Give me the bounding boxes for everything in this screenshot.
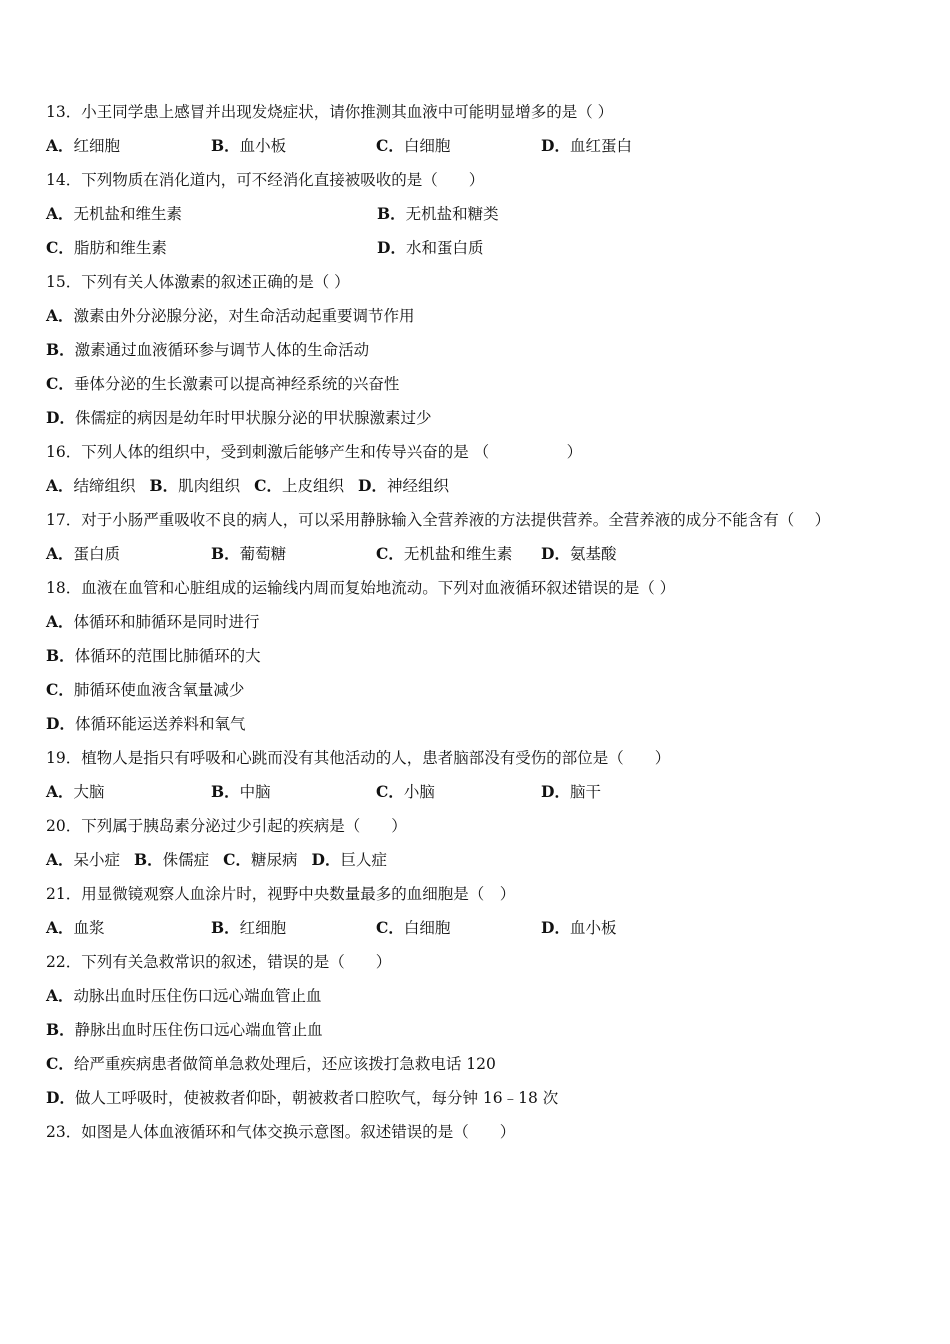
question-19 [46,748,670,768]
option-d: D．巨人症 [311,850,387,869]
option-b: B．体循环的范围比肺循环的大 [46,646,261,665]
option-a: A．蛋白质 [46,544,121,563]
option-a: A．无机盐和维生素 [46,204,183,223]
question-23 [46,1122,515,1142]
question-22 [46,952,391,972]
option-a: A．动脉出血时压住伤口远心端血管止血 [46,986,322,1005]
question-number: 18． [46,579,82,597]
option-b: B．激素通过血液循环参与调节人体的生命活动 [46,340,370,359]
option-b: B．肌肉组织 [149,476,241,495]
option-c: C．垂体分泌的生长激素可以提高神经系统的兴奋性 [46,374,400,393]
option-c: C．糖尿病 [223,850,298,869]
question-18 [46,578,675,598]
question-stem: 血液在血管和心脏组成的运输线内周而复始地流动。下列对血液循环叙述错误的是（ ） [81,579,676,597]
question-number: 23． [46,1123,82,1141]
question-number: 14． [46,171,82,189]
option-c: C．肺循环使血液含氧量减少 [46,680,245,699]
question-16 [46,442,582,462]
option-d: D．氨基酸 [541,544,617,563]
option-b: B．红细胞 [211,918,287,937]
option-c: C．白细胞 [376,918,451,937]
question-stem: 如图是人体血液循环和气体交换示意图。叙述错误的是（ ） [81,1123,516,1141]
question-stem: 下列属于胰岛素分泌过少引起的疾病是（ ） [81,817,407,835]
options-21 [46,918,616,938]
option-b: B．侏儒症 [134,850,210,869]
question-number: 21． [46,885,82,903]
option-d: D．水和蛋白质 [377,238,484,257]
options-19 [46,782,601,802]
question-number: 17． [46,511,82,529]
question-15 [46,272,350,292]
option-c: C．上皮组织 [254,476,345,495]
option-a: A．结缔组织 [46,476,136,495]
question-number: 22． [46,953,82,971]
option-d: D．体循环能运送养料和氧气 [46,714,246,733]
question-13 [46,102,613,122]
question-number: 16． [46,443,82,461]
option-c: C．小脑 [376,782,435,801]
option-d: D．做人工呼吸时，使被救者仰卧，朝被救者口腔吹气，每分钟 16﹣18 次 [46,1088,559,1107]
option-b: B．静脉出血时压住伤口远心端血管止血 [46,1020,323,1039]
question-number: 15． [46,273,82,291]
option-c: C．给严重疾病患者做简单急救处理后，还应该拨打急救电话 120 [46,1054,496,1073]
question-stem: 下列有关人体激素的叙述正确的是（ ） [81,273,350,291]
option-a: A．体循环和肺循环是同时进行 [46,612,260,631]
option-a: A．红细胞 [46,136,121,155]
question-number: 20． [46,817,82,835]
options-16 [46,476,449,496]
option-d: D．神经组织 [358,476,449,495]
option-d: D．侏儒症的病因是幼年时甲状腺分泌的甲状腺激素过少 [46,408,432,427]
question-21 [46,884,515,904]
option-d: D．血红蛋白 [541,136,632,155]
question-stem: 对于小肠严重吸收不良的病人，可以采用静脉输入全营养液的方法提供营养。全营养液的成分不能含有（ ） [81,511,831,529]
question-number: 19． [46,749,82,767]
question-17 [46,510,830,530]
option-d: D．血小板 [541,918,617,937]
question-14 [46,170,484,190]
question-stem: 用显微镜观察人血涂片时，视野中央数量最多的血细胞是（ ） [81,885,516,903]
option-b: B．葡萄糖 [211,544,287,563]
options-14-row1 [46,204,499,224]
option-a: A．血浆 [46,918,105,937]
question-stem: 下列人体的组织中，受到刺激后能够产生和传导兴奋的是 （ ） [81,443,583,461]
question-stem: 下列物质在消化道内，可不经消化直接被吸收的是（ ） [81,171,485,189]
question-20 [46,816,407,836]
question-stem: 下列有关急救常识的叙述，错误的是（ ） [81,953,392,971]
question-stem: 植物人是指只有呼吸和心跳而没有其他活动的人，患者脑部没有受伤的部位是（ ） [81,749,671,767]
option-a: A．大脑 [46,782,105,801]
options-14-row2 [46,238,483,258]
options-20 [46,850,387,870]
option-c: C．白细胞 [376,136,451,155]
options-13 [46,136,632,156]
option-a: A．激素由外分泌腺分泌，对生命活动起重要调节作用 [46,306,415,325]
option-b: B．血小板 [211,136,287,155]
option-c: C．脂肪和维生素 [46,238,167,257]
option-c: C．无机盐和维生素 [376,544,513,563]
option-b: B．中脑 [211,782,271,801]
option-d: D．脑干 [541,782,601,801]
options-17 [46,544,616,564]
option-b: B．无机盐和糖类 [377,204,499,223]
option-a: A．呆小症 [46,850,121,869]
question-stem: 小王同学患上感冒并出现发烧症状，请你推测其血液中可能明显增多的是（ ） [81,103,614,121]
question-number: 13． [46,103,82,121]
